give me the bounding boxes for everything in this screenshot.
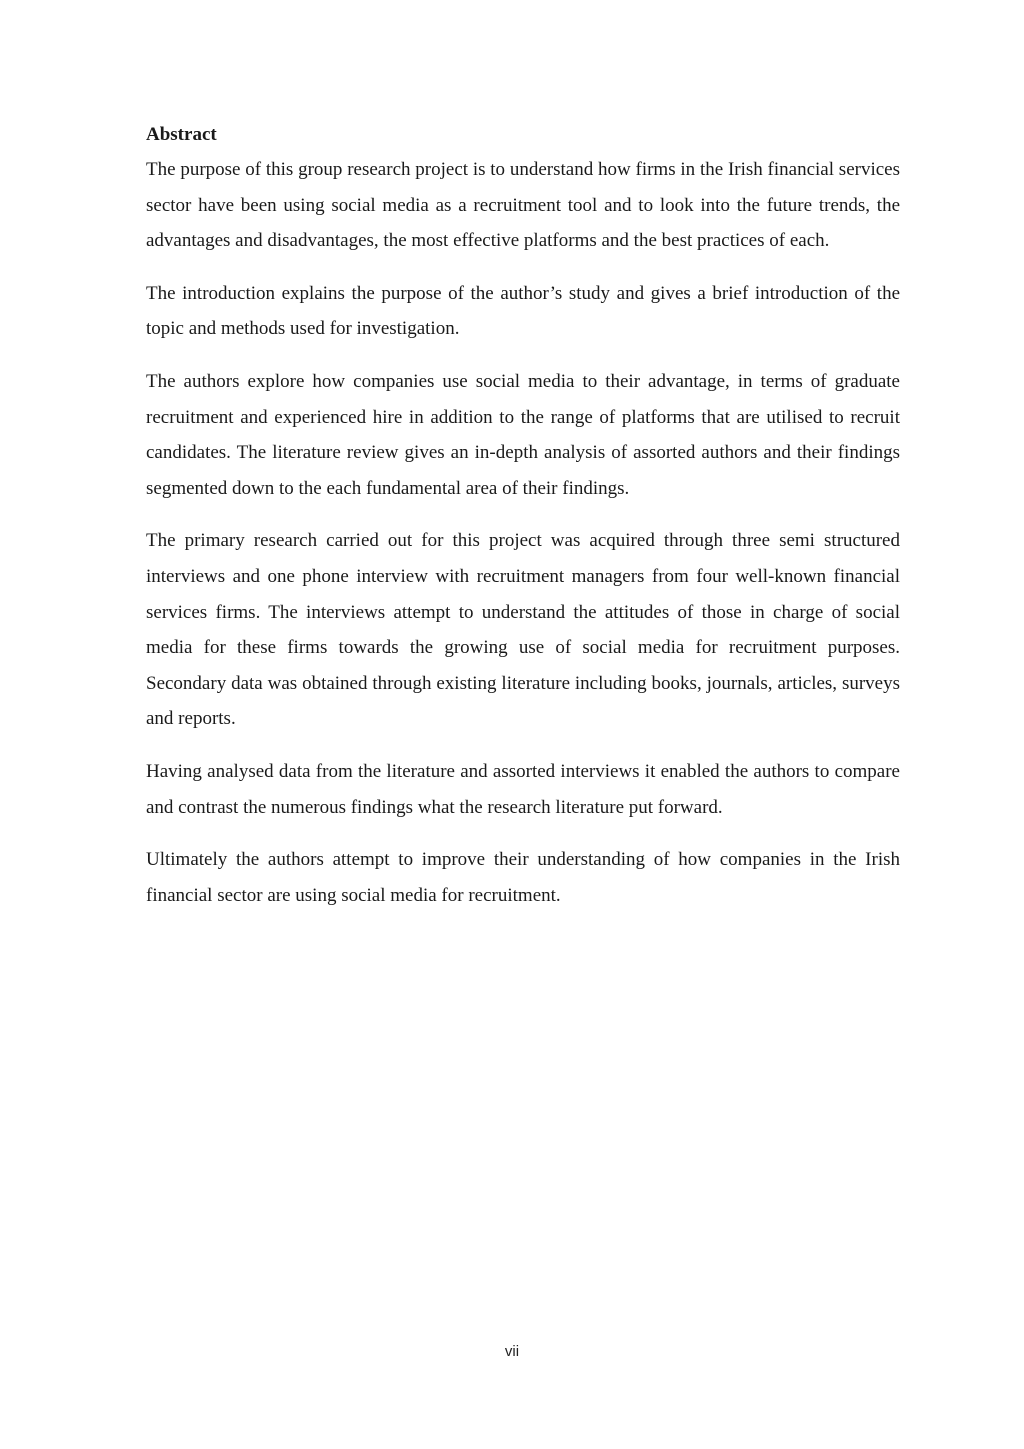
- abstract-paragraph-purpose: The purpose of this group research project is to understand how firms in the Irish financial services sector have been using social media as a recruitment tool and to look into the future trends, the advantages and disadvantages, the most effective platforms and the best practices of each.: [146, 159, 900, 252]
- abstract-paragraph-introduction: The introduction explains the purpose of the author’s study and gives a brief introduction of the topic and methods used for investigation.: [146, 282, 900, 340]
- abstract-paragraph-analysis: Having analysed data from the literature and assorted interviews it enabled the authors to compare and contrast the numerous findings what the research literature put forward.: [146, 760, 900, 818]
- abstract-section: [146, 120, 900, 930]
- abstract-paragraph-research: The primary research carried out for this project was acquired through three semi structured interviews and one phone interview with recruitment managers from four well-known financial services firms. The interviews attempt to understand the attitudes of those in charge of social media for these firms towards the growing use of social media for recruitment purposes. Secondary data was obtained through existing literature including books, journals, articles, surveys and reports.: [146, 530, 900, 730]
- abstract-heading: Abstract: [146, 124, 217, 145]
- abstract-paragraph-literature: The authors explore how companies use social media to their advantage, in terms of graduate recruitment and experienced hire in addition to the range of platforms that are utilised to recruit candidates. The literature review gives an in-depth analysis of assorted authors and their findings segmented down to the each fundamental area of their findings.: [146, 370, 900, 499]
- abstract-paragraph-conclusion: Ultimately the authors attempt to improve their understanding of how companies in the Irish financial sector are using social media for recruitment.: [146, 849, 900, 906]
- page-number: vii: [504, 1343, 520, 1360]
